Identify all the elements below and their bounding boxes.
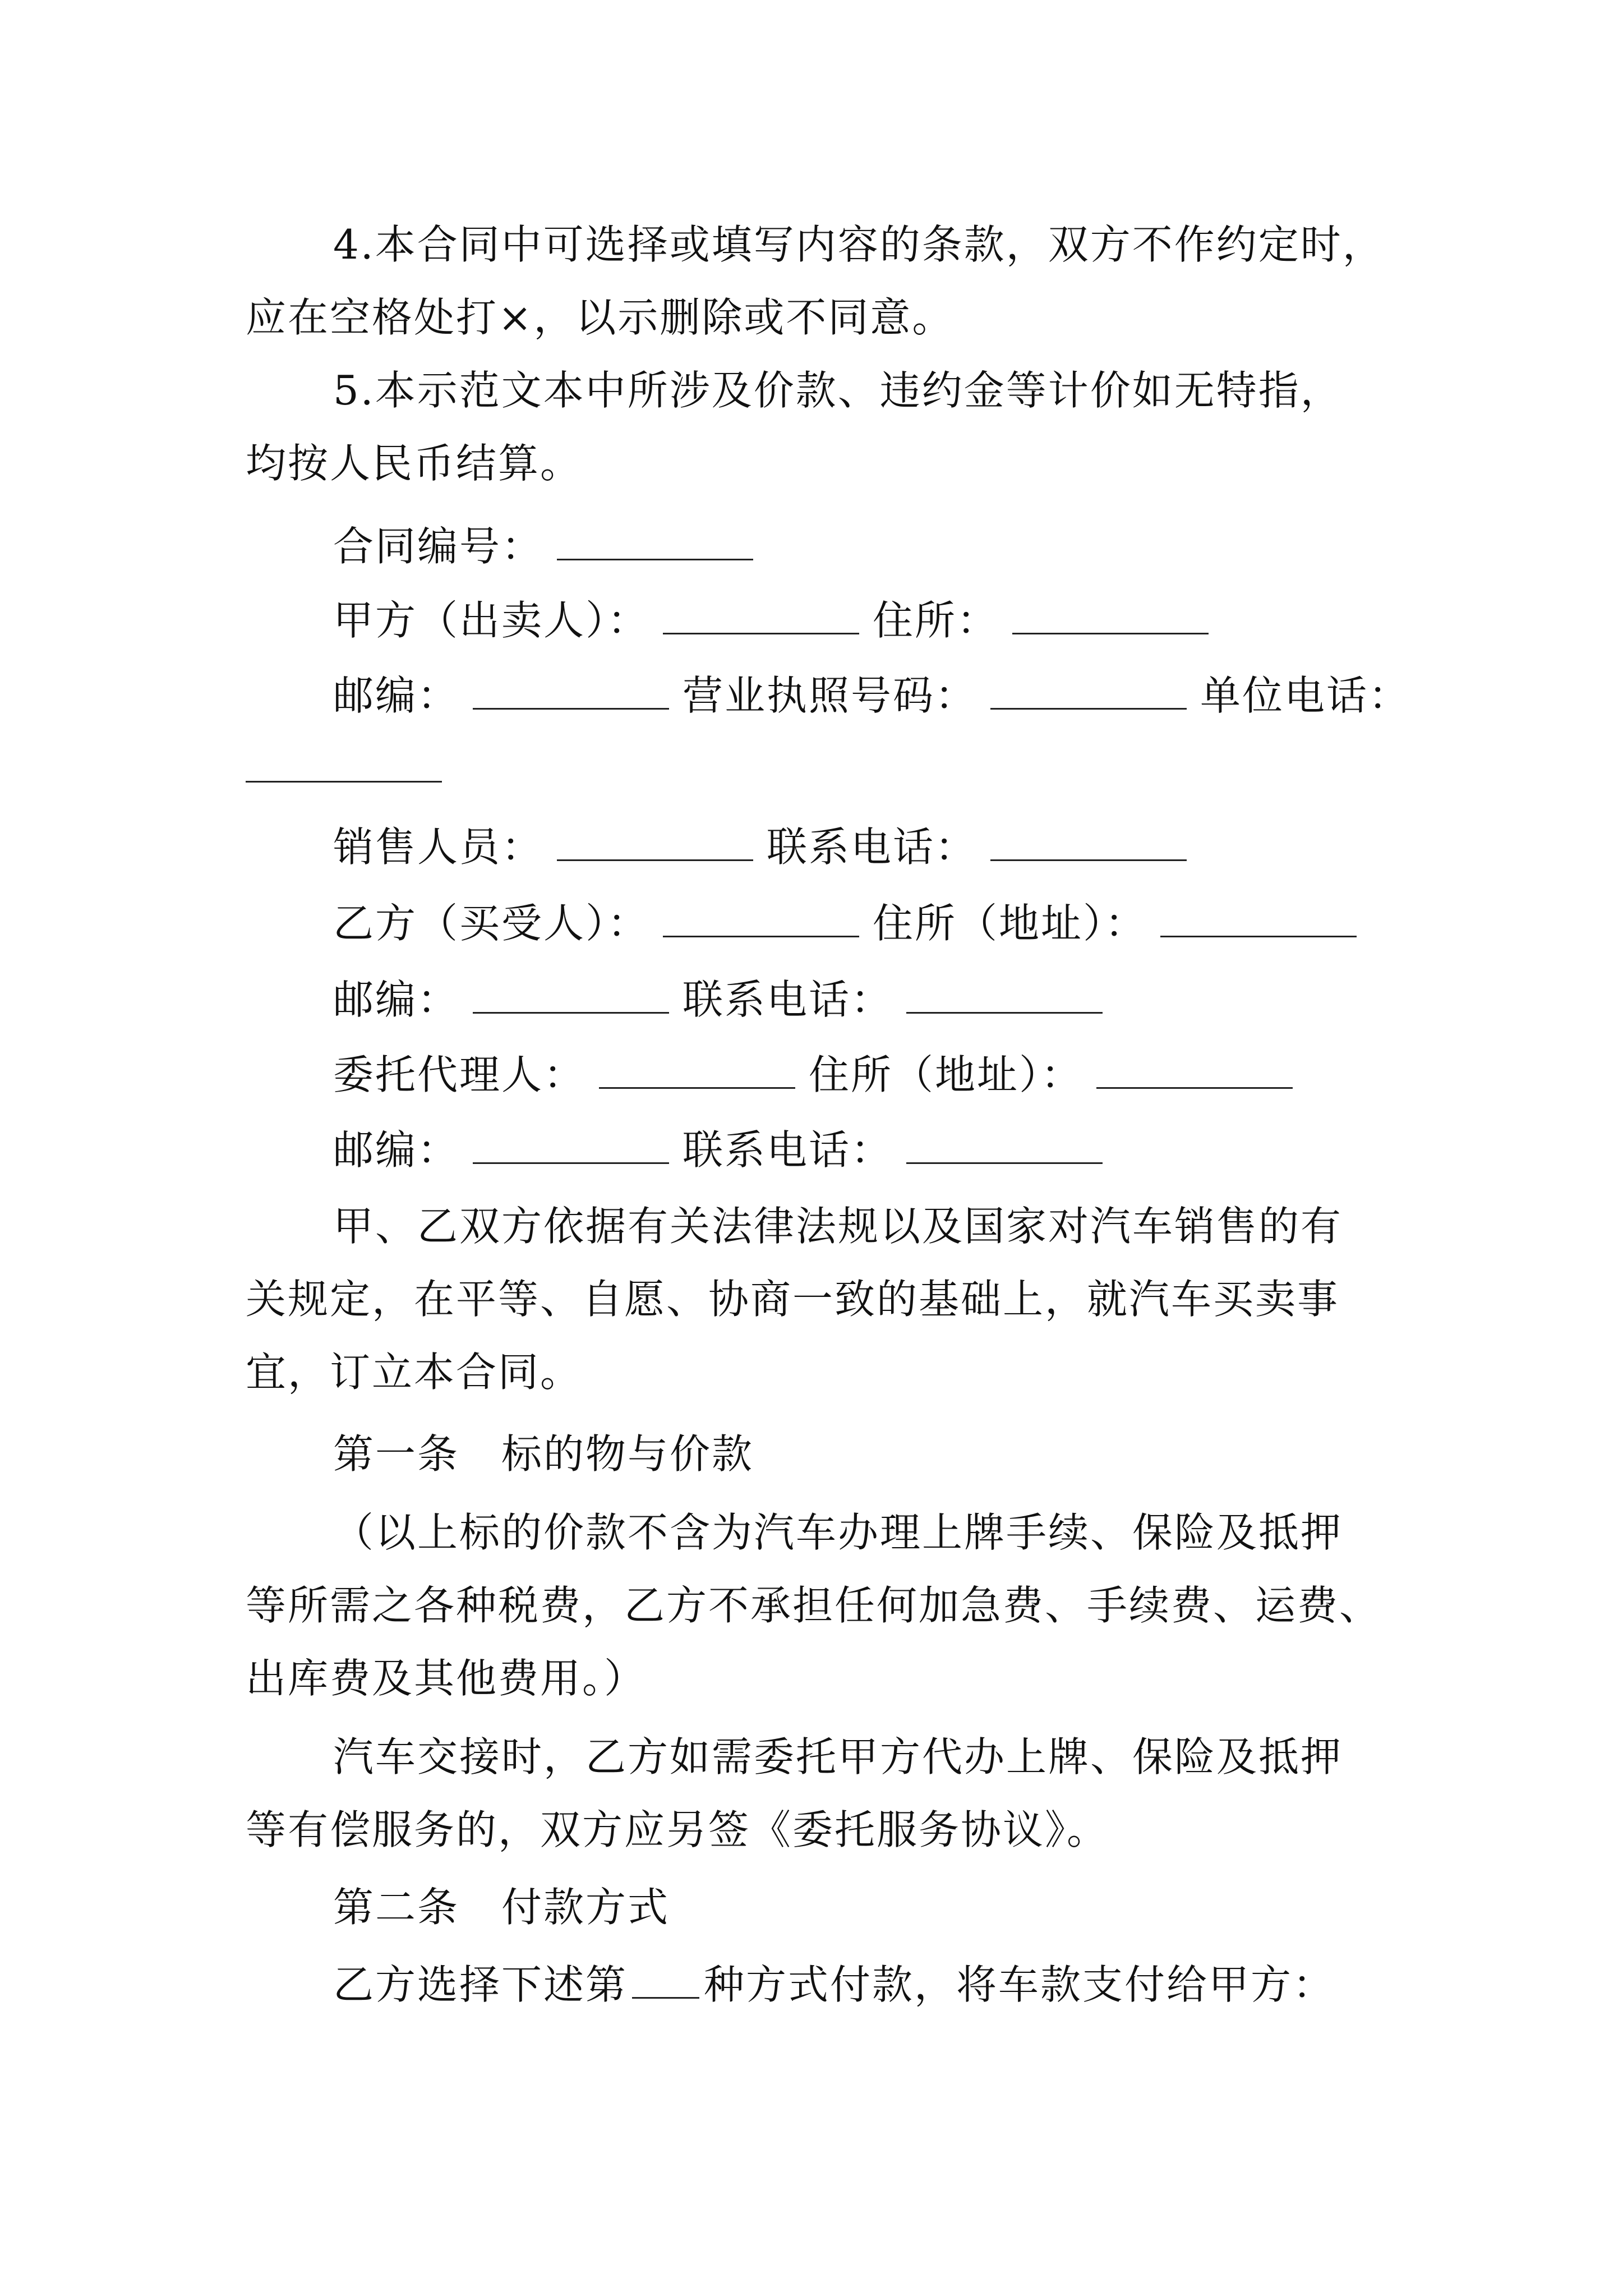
party-b-blank[interactable] (663, 899, 859, 937)
party-a-blank[interactable] (663, 596, 859, 634)
agent-contact-row (333, 1122, 1116, 1178)
party-a-postcode-label: 邮编： (333, 672, 460, 719)
payment-method-blank[interactable] (632, 1960, 699, 1999)
article-2-heading: 第二条 付款方式 (333, 1884, 670, 1931)
payment-method-text-after: 种方式付款，将车款支付给甲方： (704, 1961, 1335, 2008)
payment-method-text-before: 乙方选择下述第 (333, 1961, 628, 2008)
article-1-delivery-line-2: 等有偿服务的，双方应另签《委托服务协议》。 (246, 1806, 1109, 1853)
contract-number-blank[interactable] (557, 522, 753, 560)
article-1-heading: 第一条 标的物与价款 (333, 1430, 754, 1478)
party-a-label: 甲方（出卖人）： (333, 597, 650, 644)
party-b-address-label: 住所（地址）： (873, 900, 1147, 947)
party-a-postcode-blank[interactable] (473, 671, 669, 710)
article-1-note-line-3: 出库费及其他费用。） (246, 1655, 647, 1702)
agent-address-blank[interactable] (1096, 1050, 1293, 1089)
party-a-address-label: 住所： (873, 597, 999, 644)
license-number-blank[interactable] (990, 671, 1187, 710)
party-a-contact-row (333, 668, 1410, 724)
party-b-postcode-blank[interactable] (473, 975, 669, 1014)
payment-method-row (333, 1957, 1335, 2013)
contract-number-row (333, 518, 767, 574)
sales-row (333, 819, 1200, 875)
party-b-contact-row (333, 972, 1116, 1028)
sales-person-label: 销售人员： (333, 823, 544, 871)
party-b-postcode-label: 邮编： (333, 976, 460, 1023)
preamble-line-3: 宜，订立本合同。 (246, 1349, 583, 1396)
article-1-note-line-1: （以上标的价款不含为汽车办理上牌手续、保险及抵押 (333, 1509, 1343, 1556)
agent-postcode-blank[interactable] (473, 1125, 669, 1164)
preamble-line-2: 关规定，在平等、自愿、协商一致的基础上，就汽车买卖事 (246, 1276, 1340, 1323)
sales-phone-label: 联系电话： (767, 823, 978, 871)
contract-number-label: 合同编号： (333, 523, 544, 570)
party-a-address-blank[interactable] (1012, 596, 1209, 634)
agent-phone-blank[interactable] (906, 1125, 1103, 1164)
sales-person-blank[interactable] (557, 822, 753, 861)
agent-blank[interactable] (599, 1050, 795, 1089)
sales-phone-blank[interactable] (990, 822, 1187, 861)
party-b-row (333, 895, 1370, 951)
unit-phone-label: 单位电话： (1200, 672, 1411, 719)
unit-phone-blank[interactable] (246, 744, 442, 783)
license-number-label: 营业执照号码： (683, 672, 978, 719)
note-4-line-1: 4.本合同中可选择或填写内容的条款，双方不作约定时， (333, 221, 1385, 268)
agent-phone-label: 联系电话： (683, 1126, 893, 1174)
party-a-row (333, 592, 1222, 648)
note-5-line-1: 5.本示范文本中所涉及价款、违约金等计价如无特指， (333, 367, 1343, 414)
preamble-line-1: 甲、乙双方依据有关法律法规以及国家对汽车销售的有 (333, 1203, 1343, 1250)
agent-row (333, 1047, 1306, 1103)
agent-address-label: 住所（地址）： (809, 1051, 1083, 1098)
article-1-note-line-2: 等所需之各种税费，乙方不承担任何加急费、手续费、运费、 (246, 1582, 1382, 1629)
unit-phone-blank-row (246, 740, 442, 797)
party-b-label: 乙方（买受人）： (333, 900, 650, 947)
article-1-delivery-line-1: 汽车交接时，乙方如需委托甲方代办上牌、保险及抵押 (333, 1733, 1343, 1780)
party-b-phone-blank[interactable] (906, 975, 1103, 1014)
note-4-line-2: 应在空格处打×，以示删除或不同意。 (246, 294, 955, 341)
note-5-line-2: 均按人民币结算。 (246, 440, 583, 487)
party-b-phone-label: 联系电话： (683, 976, 893, 1023)
agent-label: 委托代理人： (333, 1051, 586, 1098)
agent-postcode-label: 邮编： (333, 1126, 460, 1174)
party-b-address-blank[interactable] (1160, 899, 1357, 937)
